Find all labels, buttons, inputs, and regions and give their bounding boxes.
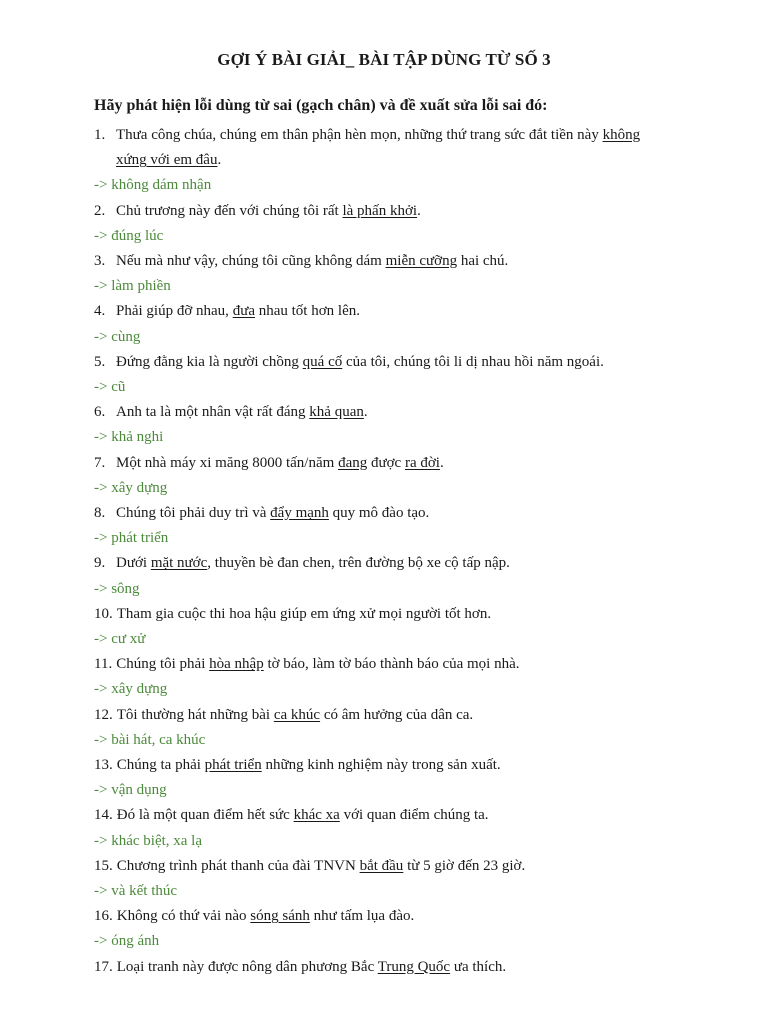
answer-line: -> và kết thúc [94,883,178,899]
sentence-text: . [363,404,368,421]
item-number: 7. [94,454,106,471]
answer-line: -> khả nghi [94,429,164,446]
exercise-item [94,352,604,372]
error-underline: sóng sánh [250,908,310,925]
sentence-text: Nếu mà như vậy, chúng tôi cũng không dám [116,253,386,269]
sentence-text: . [217,152,222,169]
answer-line: -> cũ [94,379,126,395]
answer-line: -> óng ánh [94,933,160,950]
sentence-text: Một nhà máy xi măng 8000 tấn/năm [116,454,339,471]
error-underline: phát triển [204,757,262,773]
page-title: GỢI Ý BÀI GIẢI_ BÀI TẬP DÙNG TỪ SỐ 3 [217,50,551,69]
item-number: 15. [94,857,113,874]
item-number: 4. [94,303,106,320]
error-underline: ca khúc [273,706,321,723]
sentence-text: từ 5 giờ đến 23 giờ. [403,857,526,874]
sentence-text: tờ báo, làm tờ báo thành báo của mọi nhà. [263,656,520,673]
error-underline: mặt nước [150,555,208,572]
error-underline: hòa nhập [209,656,264,673]
item-number: 10. [94,605,113,622]
exercise-item [94,755,501,775]
exercise-item-continuation [116,150,221,170]
sentence-text: Chúng ta phải [116,757,205,773]
sentence-text: Chủ trương này đến với chúng tôi rất [116,202,343,219]
exercise-item [94,301,360,321]
item-number: 8. [94,505,106,521]
item-number: 5. [94,353,106,370]
sentence-text: có âm hưởng của dân ca. [320,706,474,723]
sentence-text: như tấm lụa đào. [309,908,415,925]
exercise-item [94,906,414,926]
error-underline: xứng với em đâu [116,152,218,169]
error-underline: là phấn khởi [342,202,418,219]
exercise-item [94,553,510,573]
sentence-text: Đó là một quan điểm hết sức [116,807,294,824]
item-number: 1. [94,127,106,143]
sentence-text: Tôi thường hát những bài [116,706,274,723]
sentence-text: được [367,454,405,471]
answer-line: -> xây dựng [94,681,168,698]
sentence-text: quy mô đào tạo. [328,505,430,521]
item-number: 12. [94,706,113,723]
sentence-text: những kinh nghiệm này trong sản xuất. [261,757,501,773]
answer-line: -> khác biệt, xa lạ [94,832,202,849]
sentence-text: Thưa công chúa, chúng em thân phận hèn mọn, những thứ trang sức đắt tiền này [116,127,603,143]
exercise-item [94,503,429,523]
item-number: 17. [94,958,113,975]
sentence-text: Loại tranh này được nông dân phương Bắc [116,958,378,975]
answer-line: -> phát triển [94,530,169,547]
error-underline: đẩy mạnh [270,505,329,521]
item-number: 2. [94,202,106,219]
error-underline: Trung Quốc [377,958,451,975]
item-number: 9. [94,555,106,572]
item-number: 14. [94,807,113,824]
answer-line: -> cư xử [94,631,146,647]
error-underline: không [602,127,641,143]
sentence-text: với quan điểm chúng ta. [339,807,489,824]
sentence-text: Không có thứ vải nào [116,908,251,925]
instruction: Hãy phát hiện lỗi dùng từ sai (gạch chân) và đề xuất sửa lỗi sai đó: [94,97,548,114]
answer-line: -> sông [94,580,140,597]
exercise-item [94,856,525,876]
exercise-item [94,957,506,977]
sentence-text: Dưới [116,555,151,572]
item-number: 11. [94,656,113,673]
item-number: 3. [94,253,106,269]
sentence-text: của tôi, chúng tôi li dị nhau hồi năm ngoái. [342,353,604,370]
answer-line: -> bài hát, ca khúc [94,731,206,748]
sentence-text: Tham gia cuộc thi hoa hậu giúp em ứng xử mọi người tốt hơn. [116,605,492,622]
error-underline: khả quan [309,404,364,421]
sentence-text: Chương trình phát thanh của đài TNVN [116,857,360,874]
exercise-item [94,201,421,221]
exercise-item [94,805,489,825]
error-underline: bắt đầu [359,857,404,874]
sentence-text: . [439,454,444,471]
exercise-item [94,705,473,725]
item-number: 16. [94,908,113,925]
sentence-text: . [417,202,421,219]
answer-line: -> cùng [94,328,141,345]
answer-line: -> đúng lúc [94,227,164,244]
sentence-text: Đứng đằng kia là người chồng [116,353,303,370]
sentence-text: Chúng tôi phải duy trì và [116,505,271,521]
item-number: 13. [94,757,113,773]
exercise-item [94,453,444,473]
error-underline: đưa [232,303,255,320]
exercise-item [94,604,491,624]
error-underline: quá cố [302,353,343,370]
error-underline: miễn cưỡng [385,253,458,269]
sentence-text: Chúng tôi phải [116,656,210,673]
error-underline: khác xa [293,807,340,824]
sentence-text: ưa thích. [450,958,507,975]
sentence-text: Phải giúp đỡ nhau, [116,303,233,320]
answer-line: -> xây dựng [94,479,168,496]
answer-line: -> vận dụng [94,782,167,799]
error-underline: đang [338,454,368,471]
sentence-text: , thuyền bè đan chen, trên đường bộ xe cộ tấp nập. [207,555,510,572]
exercise-item [94,654,520,674]
error-underline: ra đời [404,454,440,471]
exercise-item [94,125,640,145]
exercise-item [94,251,508,271]
exercise-item [94,402,368,422]
item-number: 6. [94,404,106,421]
answer-line: -> không dám nhận [94,177,212,194]
sentence-text: Anh ta là một nhân vật rất đáng [116,404,310,421]
answer-line: -> làm phiền [94,278,171,295]
sentence-text: nhau tốt hơn lên. [254,303,360,320]
sentence-text: hai chú. [457,253,509,269]
